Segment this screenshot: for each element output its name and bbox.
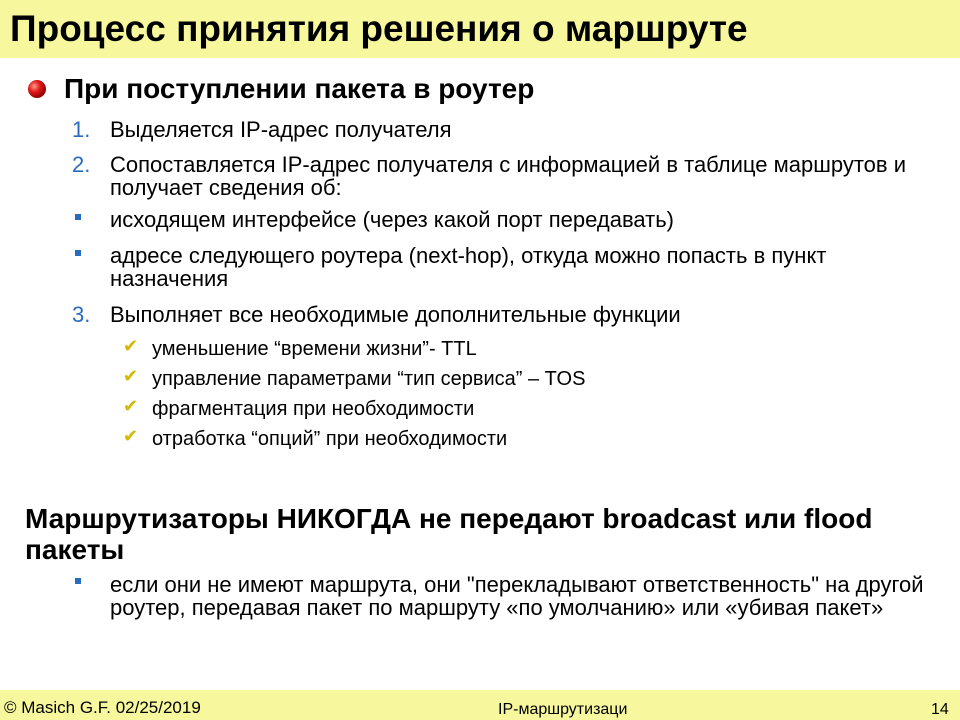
check-item: управление параметрами “тип сервиса” – TOS — [152, 368, 586, 390]
list-item: если они не имеют маршрута, они "перекладывают ответственность" на другой роутер, передавая пакет по маршруту «по умолчанию» или «убивая пакет» — [110, 572, 924, 620]
checkmark-icon: ✔ — [123, 396, 139, 416]
list-item: Сопоставляется IP-адрес получателя с информацией в таблице маршрутов и получает сведения об: — [110, 152, 907, 200]
square-bullet-icon — [75, 214, 81, 220]
checkmark-icon: ✔ — [123, 426, 139, 446]
red-ball-bullet-icon — [28, 80, 46, 98]
footer-title: IP-маршрутизаци — [498, 701, 628, 718]
checkmark-icon: ✔ — [123, 336, 139, 356]
list-item: Выделяется IP-адрес получателя — [110, 117, 452, 142]
check-item: уменьшение “времени жизни”- TTL — [152, 338, 477, 360]
slide-title: Процесс принятия решения о маршруте — [10, 8, 748, 49]
list-item: исходящем интерфейсе (через какой порт передавать) — [110, 207, 674, 232]
check-item: фрагментация при необходимости — [152, 398, 475, 420]
square-bullet-icon — [75, 250, 81, 256]
check-item: отработка “опций” при необходимости — [152, 428, 508, 450]
footer-copyright: © Masich G.F. 02/25/2019 — [4, 698, 201, 717]
checkmark-icon: ✔ — [123, 366, 139, 386]
item-number-1: 1. — [72, 117, 91, 142]
list-item: Выполняет все необходимые дополнительные функции — [110, 302, 681, 327]
list-item: адресе следующего роутера (next-hop), откуда можно попасть в пункт назначения — [110, 243, 827, 291]
page-number: 14 — [931, 701, 949, 718]
square-bullet-icon — [75, 578, 81, 584]
section-heading: Маршрутизаторы НИКОГДА не передают broadcast или flood пакеты — [25, 503, 873, 565]
item-number-3: 3. — [72, 302, 91, 327]
main-heading: При поступлении пакета в роутер — [64, 73, 535, 104]
item-number-2: 2. — [72, 152, 91, 177]
